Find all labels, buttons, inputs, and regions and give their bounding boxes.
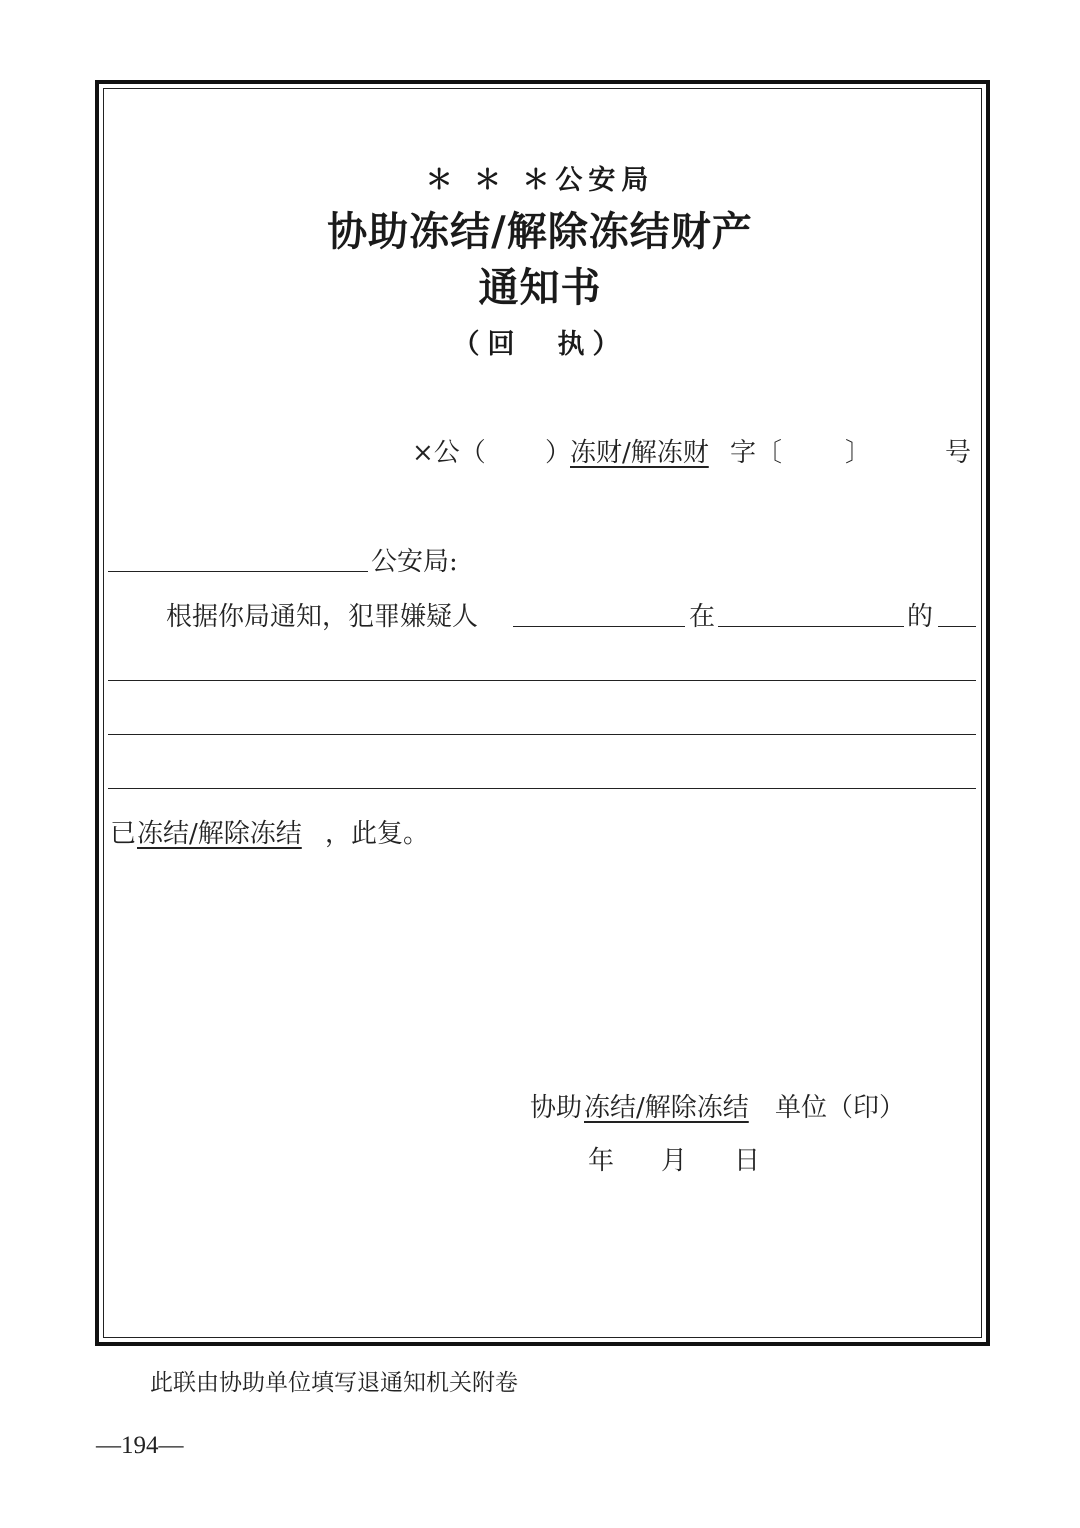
date-month: 月	[661, 1146, 688, 1176]
property-blank-line[interactable]	[108, 788, 976, 789]
result-prefix: 已	[110, 819, 137, 849]
doc-number-hao: 号	[945, 438, 972, 468]
receipt-label: （回 执）	[452, 329, 628, 360]
property-blank-line[interactable]	[108, 680, 976, 681]
date-year: 年	[588, 1146, 615, 1176]
signature-unit-underlined: 冻结/解除冻结	[584, 1093, 749, 1123]
result-underlined: 冻结/解除冻结	[137, 819, 302, 849]
suspect-name-blank[interactable]	[513, 626, 685, 627]
location-blank[interactable]	[718, 626, 904, 627]
form-title-line2: 通知书	[478, 264, 602, 311]
doc-bracket-close: 〕	[845, 438, 872, 468]
doc-type-underlined: 冻财/解冻财	[570, 438, 709, 468]
addressee-suffix: 公安局:	[371, 547, 458, 577]
body-at: 在	[689, 602, 716, 632]
signature-unit-prefix: 协助	[530, 1093, 583, 1123]
property-blank-start[interactable]	[938, 626, 976, 627]
property-blank-line[interactable]	[108, 734, 976, 735]
result-suffix: ，此复。	[325, 819, 430, 849]
footer-note: 此联由协助单位填写退通知机关附卷	[150, 1370, 518, 1396]
addressee-blank[interactable]	[108, 571, 368, 572]
doc-number-prefix: ×公（	[412, 438, 486, 468]
signature-unit-suffix: 单位（印）	[775, 1093, 906, 1123]
doc-type-suffix: 字〔	[730, 438, 783, 468]
body-of: 的	[907, 602, 934, 632]
body-lead: 根据你局通知，犯罪嫌疑人	[166, 602, 479, 632]
page-number: —194—	[96, 1432, 184, 1459]
issuing-authority: ＊ ＊ ＊公安局	[425, 165, 655, 196]
form-title-line1: 协助冻结/解除冻结财产	[327, 208, 753, 255]
date-day: 日	[734, 1146, 761, 1176]
doc-number-close-paren: ）	[545, 438, 572, 468]
